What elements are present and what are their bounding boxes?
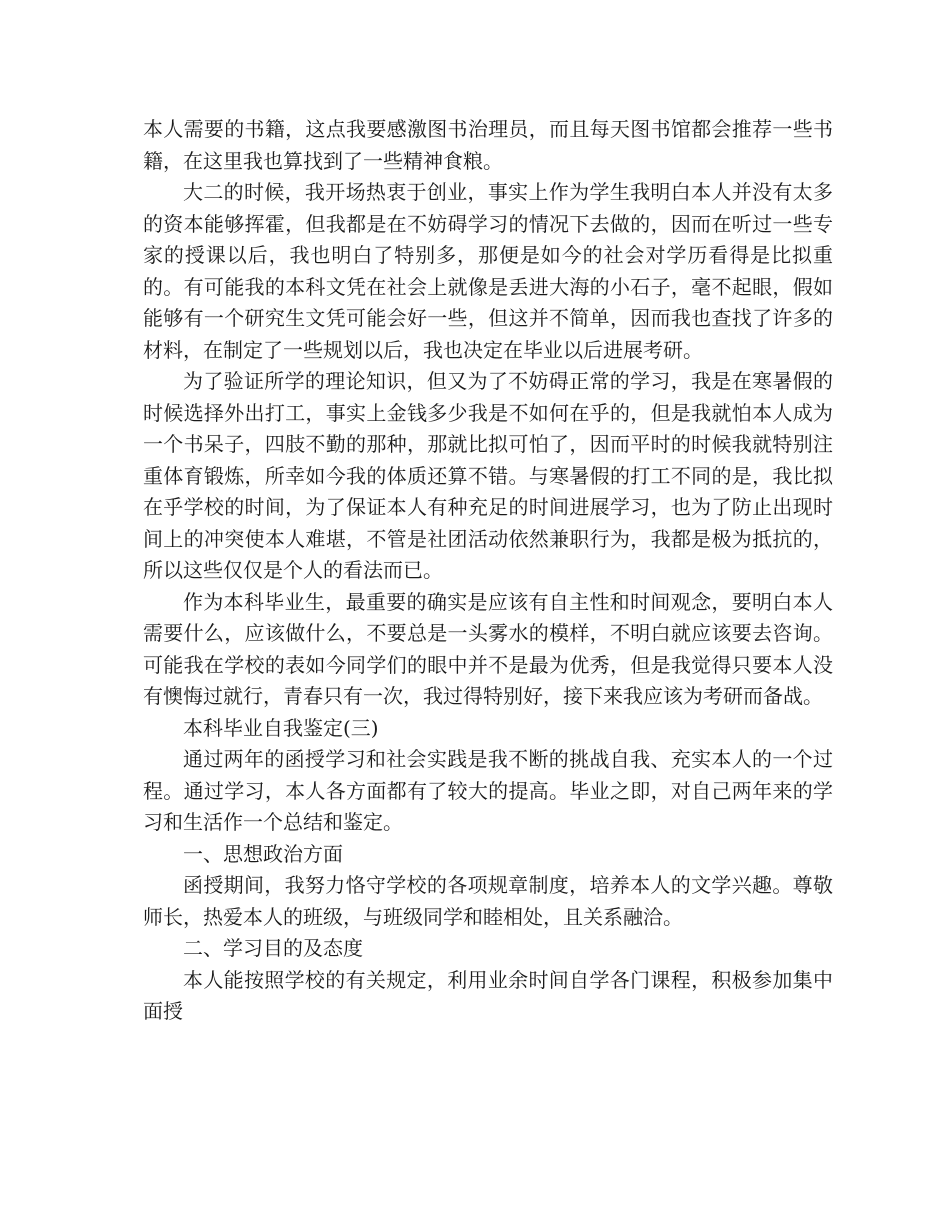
heading-study: 二、学习目的及态度 [183,936,363,960]
paragraph-4: 作为本科毕业生，最重要的确实是应该有自主性和时间观念，要明白本人需要什么，应该做什么，不要总是一头雾水的模样，不明白就应该要去咨询。可能我在学校的表如今同学们的眼中并不是最为优秀，但是我觉得只要本人没有懊悔过就行，青春只有一次，我过得特别好，接下来我应该为考研而备战。 [143,589,833,708]
paragraph-3: 为了验证所学的理论知识，但又为了不妨碍正常的学习，我是在寒暑假的时候选择外出打工，事实上金钱多少我是不如何在乎的，但是我就怕本人成为一个书呆子，四肢不勤的那种，那就比拟可怕了，因而平时的时候我就特别注重体育锻炼，所幸如今我的体质还算不错。与寒暑假的打工不同的是，我比拟在乎学校的时间，为了保证本人有种充足的时间进展学习，也为了防止出现时间上的冲突使本人难堪，不管是社团活动依然兼职行为，我都是极为抵抗的，所以这些仅仅是个人的看法而已。 [143,369,833,582]
document-body [143,114,833,1028]
heading-political: 一、思想政治方面 [183,841,343,866]
paragraph-5: 通过两年的函授学习和社会实践是我不断的挑战自我、充实本人的一个过程。通过学习，本人各方面都有了较大的提高。毕业之即，对自己两年来的学习和生活作一个总结和鉴定。 [143,747,833,834]
paragraph-1: 本人需要的书籍，这点我要感激图书治理员，而且每天图书馆都会推荐一些书籍，在这里我也算找到了一些精神食粮。 [143,117,833,173]
section-title: 本科毕业自我鉴定(三) [183,715,379,740]
paragraph-6: 函授期间，我努力恪守学校的各项规章制度，培养本人的文学兴趣。尊敬师长，热爱本人的班级，与班级同学和睦相处，且关系融洽。 [143,873,833,929]
paragraph-7: 本人能按照学校的有关规定，利用业余时间自学各门课程，积极参加集中面授 [143,967,833,1023]
paragraph-2: 大二的时候，我开场热衷于创业，事实上作为学生我明白本人并没有太多的资本能够挥霍，但我都是在不妨碍学习的情况下去做的，因而在听过一些专家的授课以后，我也明白了特别多，那便是如今的社会对学历看得是比拟重的。有可能我的本科文凭在社会上就像是丢进大海的小石子，毫不起眼，假如能够有一个研究生文凭可能会好一些，但这并不简单，因而我也查找了许多的材料，在制定了一些规划以后，我也决定在毕业以后进展考研。 [143,180,833,362]
